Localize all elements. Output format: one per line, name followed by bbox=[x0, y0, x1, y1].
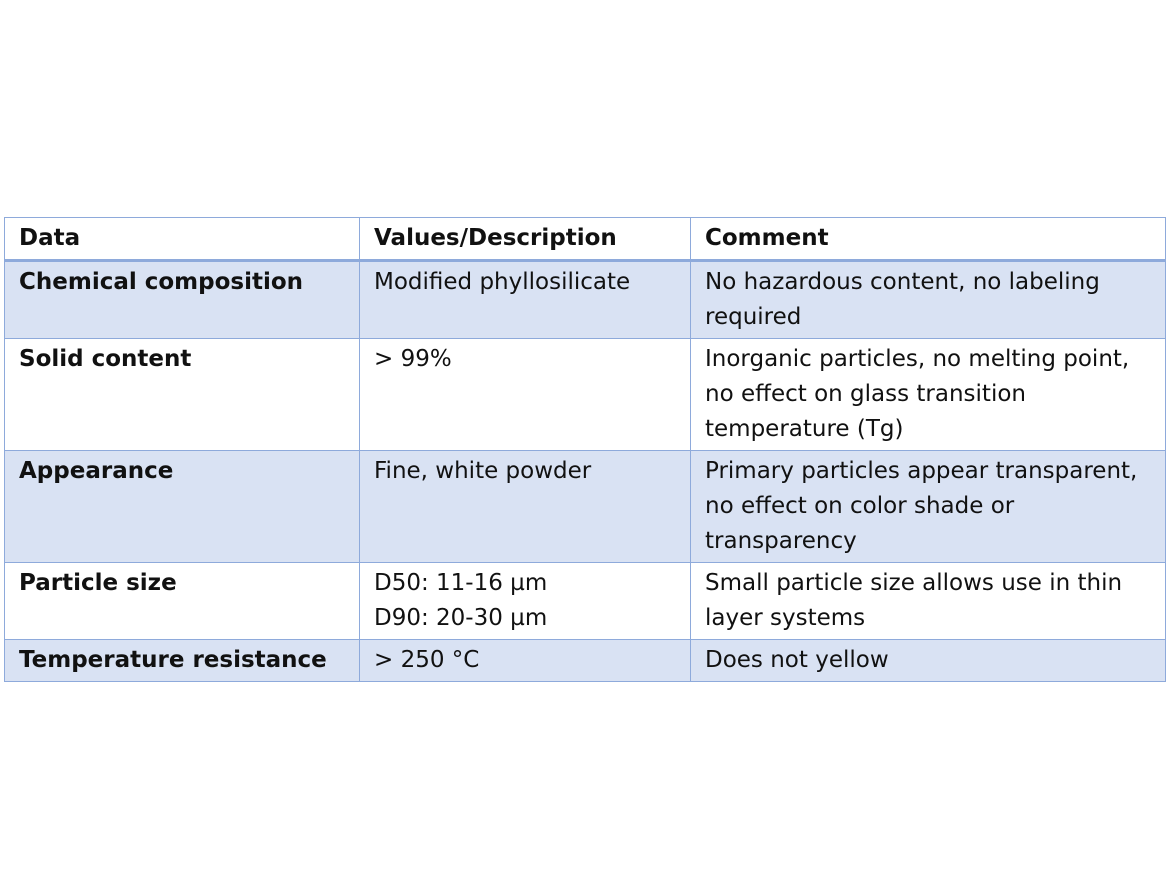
row-value bbox=[360, 261, 691, 339]
row-value bbox=[360, 339, 691, 451]
table-header-row bbox=[5, 218, 1166, 261]
row-comment: Does not yellow bbox=[691, 640, 1166, 682]
row-label: Appearance bbox=[5, 451, 360, 563]
row-comment: Small particle size allows use in thin layer systems bbox=[691, 563, 1166, 640]
properties-table bbox=[4, 217, 1166, 682]
row-comment: Primary particles appear transparent, no effect on color shade or transparency bbox=[691, 451, 1166, 563]
row-comment: No hazardous content, no labeling required bbox=[691, 261, 1166, 339]
row-label: Solid content bbox=[5, 339, 360, 451]
table-row bbox=[5, 339, 1166, 451]
row-value bbox=[360, 563, 691, 640]
header-values-description: Values/Description bbox=[360, 218, 691, 261]
table-row bbox=[5, 640, 1166, 682]
row-value bbox=[360, 640, 691, 682]
row-value bbox=[360, 451, 691, 563]
row-comment: Inorganic particles, no melting point, no effect on glass transition temperature (Tg) bbox=[691, 339, 1166, 451]
row-value-line: Fine, white powder bbox=[374, 458, 592, 484]
header-data: Data bbox=[5, 218, 360, 261]
row-value-line: D90: 20-30 µm bbox=[374, 605, 548, 631]
row-label: Particle size bbox=[5, 563, 360, 640]
row-value-line: Modified phyllosilicate bbox=[374, 269, 631, 295]
row-value-line: D50: 11-16 µm bbox=[374, 570, 548, 596]
row-value-line: > 250 °C bbox=[374, 647, 480, 673]
row-label: Temperature resistance bbox=[5, 640, 360, 682]
row-label: Chemical composition bbox=[5, 261, 360, 339]
header-comment: Comment bbox=[691, 218, 1166, 261]
row-value-line: > 99% bbox=[374, 346, 452, 372]
table-row bbox=[5, 563, 1166, 640]
table-row bbox=[5, 451, 1166, 563]
table-row bbox=[5, 261, 1166, 339]
